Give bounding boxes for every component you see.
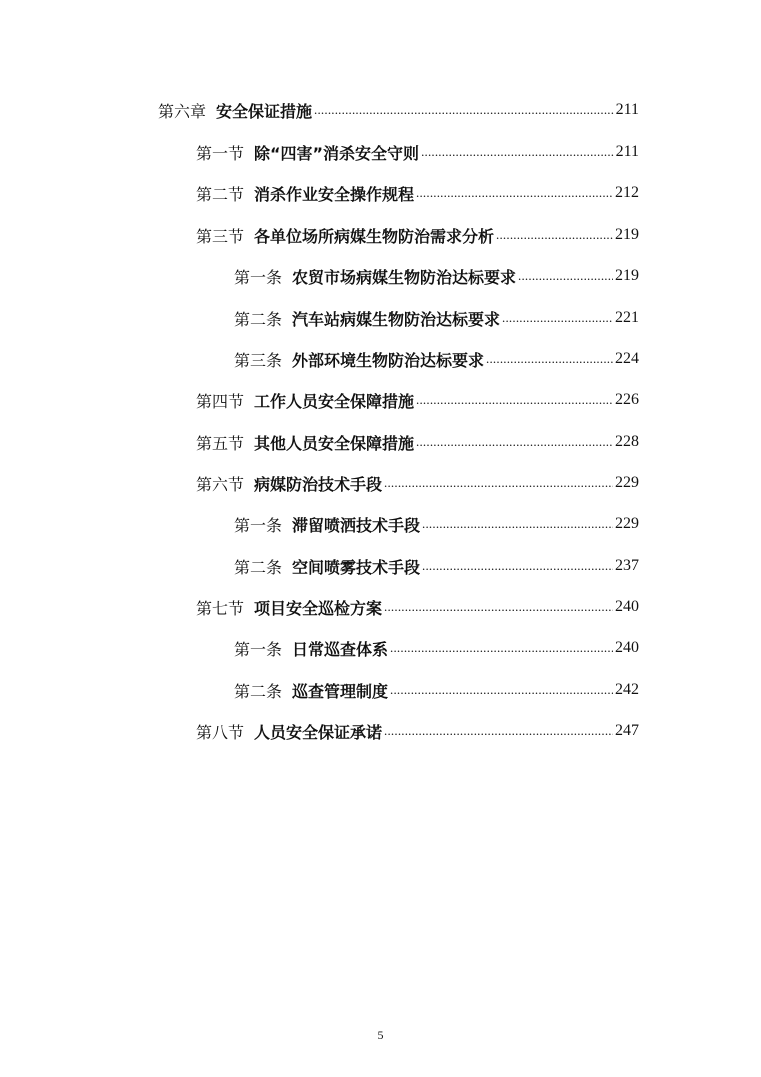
toc-entry[interactable] xyxy=(196,135,639,169)
toc-entry-page: 229 xyxy=(615,515,639,532)
toc-entry-label: 第二条 xyxy=(234,309,283,329)
toc-dot-leader xyxy=(390,631,613,665)
toc-entry-page: 242 xyxy=(615,681,639,698)
toc-entry[interactable] xyxy=(196,425,639,459)
toc-entry[interactable] xyxy=(196,176,639,210)
toc-entry-label: 第三节 xyxy=(196,226,245,246)
toc-entry-label: 第一条 xyxy=(234,267,283,287)
toc-entry-label: 第六节 xyxy=(196,474,245,494)
toc-entry[interactable] xyxy=(234,507,639,541)
toc-dot-leader xyxy=(384,590,613,624)
toc-entry-title: 消杀作业安全操作规程 xyxy=(254,184,415,204)
toc-dot-leader xyxy=(416,176,613,210)
toc-entry-title: 滞留喷洒技术手段 xyxy=(292,515,421,535)
toc-entry-title: 日常巡查体系 xyxy=(292,639,389,659)
toc-entry[interactable] xyxy=(234,673,639,707)
toc-dot-leader xyxy=(486,342,613,376)
toc-entry[interactable] xyxy=(234,259,639,293)
toc-entry-page: 226 xyxy=(615,391,639,408)
toc-entry-label: 第七节 xyxy=(196,598,245,618)
toc-entry[interactable] xyxy=(234,549,639,583)
toc-entry-page: 240 xyxy=(615,598,639,615)
page-number: 5 xyxy=(377,1028,384,1042)
toc-entry[interactable] xyxy=(196,218,639,252)
toc-entry[interactable] xyxy=(234,301,639,335)
toc-dot-leader xyxy=(416,425,613,459)
toc-entry-page: 237 xyxy=(615,557,639,574)
toc-entry-page: 224 xyxy=(615,350,639,367)
toc-dot-leader xyxy=(314,93,614,127)
toc-entry-title: 项目安全巡检方案 xyxy=(254,598,383,618)
toc-entry-title: 外部环境生物防治达标要求 xyxy=(292,350,485,370)
toc-entry-title: 巡查管理制度 xyxy=(292,681,389,701)
toc-entry-label: 第八节 xyxy=(196,722,245,742)
toc-entry-title: 空间喷雾技术手段 xyxy=(292,557,421,577)
toc-dot-leader xyxy=(416,383,613,417)
toc-entry-title: 病媒防治技术手段 xyxy=(254,474,383,494)
toc-entry-label: 第五节 xyxy=(196,433,245,453)
toc-entry-label: 第六章 xyxy=(158,101,207,121)
toc-entry-page: 211 xyxy=(615,101,639,118)
toc-entry-title: 汽车站病媒生物防治达标要求 xyxy=(292,309,501,329)
toc-dot-leader xyxy=(496,218,613,252)
toc-entry[interactable] xyxy=(196,466,639,500)
toc-entry-title: 人员安全保证承诺 xyxy=(254,722,383,742)
toc-entry-title: 工作人员安全保障措施 xyxy=(254,391,415,411)
toc-dot-leader xyxy=(384,714,613,748)
toc-entry-page: 240 xyxy=(615,639,639,656)
toc-dot-leader xyxy=(502,301,613,335)
toc-entry-label: 第一条 xyxy=(234,639,283,659)
toc-dot-leader xyxy=(422,549,613,583)
toc-entry[interactable] xyxy=(196,714,639,748)
toc-entry-page: 219 xyxy=(615,226,639,243)
toc-entry-label: 第一条 xyxy=(234,515,283,535)
toc-entry-label: 第三条 xyxy=(234,350,283,370)
toc-entry[interactable] xyxy=(158,93,639,127)
toc-dot-leader xyxy=(421,135,614,169)
toc-entry-page: 212 xyxy=(615,184,639,201)
toc-entry[interactable] xyxy=(196,590,639,624)
toc-entry-label: 第二条 xyxy=(234,557,283,577)
toc-entry-page: 221 xyxy=(615,309,639,326)
toc-dot-leader xyxy=(390,673,613,707)
toc-dot-leader xyxy=(422,507,613,541)
toc-entry-title: 其他人员安全保障措施 xyxy=(254,433,415,453)
toc-dot-leader xyxy=(518,259,613,293)
toc-entry-title: 除“四害”消杀安全守则 xyxy=(254,143,420,163)
toc-entry-page: 219 xyxy=(615,267,639,284)
toc-entry[interactable] xyxy=(234,631,639,665)
toc-entry[interactable] xyxy=(196,383,639,417)
toc-entry-page: 247 xyxy=(615,722,639,739)
toc-entry-title: 农贸市场病媒生物防治达标要求 xyxy=(292,267,517,287)
toc-entry-label: 第二条 xyxy=(234,681,283,701)
toc-entry-label: 第四节 xyxy=(196,391,245,411)
toc-entry-label: 第一节 xyxy=(196,143,245,163)
toc-entry-page: 229 xyxy=(615,474,639,491)
toc-entry-page: 228 xyxy=(615,433,639,450)
toc-entry[interactable] xyxy=(234,342,639,376)
toc-entry-title: 各单位场所病媒生物防治需求分析 xyxy=(254,226,495,246)
toc-entry-title: 安全保证措施 xyxy=(216,101,313,121)
toc-entry-page: 211 xyxy=(615,143,639,160)
toc-dot-leader xyxy=(384,466,613,500)
toc-entry-label: 第二节 xyxy=(196,184,245,204)
